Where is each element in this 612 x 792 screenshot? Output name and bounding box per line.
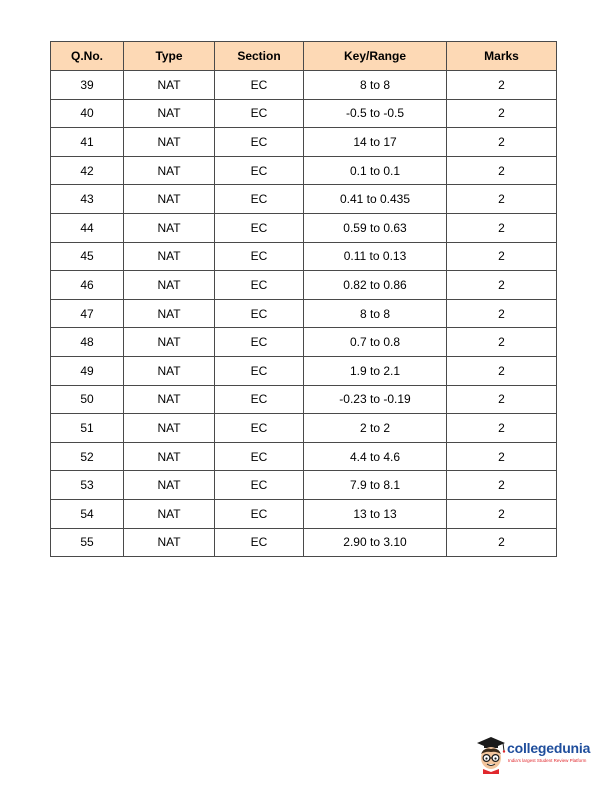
cell-section: EC	[215, 528, 304, 557]
cell-key-range: 14 to 17	[304, 128, 447, 157]
table-row	[51, 356, 557, 385]
cell-qno: 44	[51, 213, 124, 242]
table-row	[51, 71, 557, 100]
cell-qno: 45	[51, 242, 124, 271]
cell-qno: 52	[51, 442, 124, 471]
table-header	[51, 42, 557, 71]
cell-qno: 54	[51, 499, 124, 528]
cell-marks: 2	[447, 185, 557, 214]
cell-marks: 2	[447, 128, 557, 157]
table-row	[51, 385, 557, 414]
table-row	[51, 471, 557, 500]
cell-qno: 41	[51, 128, 124, 157]
cell-type: NAT	[124, 99, 215, 128]
cell-type: NAT	[124, 185, 215, 214]
cell-type: NAT	[124, 385, 215, 414]
cell-qno: 48	[51, 328, 124, 357]
cell-type: NAT	[124, 156, 215, 185]
logo-wordmark: collegedunia	[507, 740, 591, 756]
cell-type: NAT	[124, 442, 215, 471]
cell-marks: 2	[447, 242, 557, 271]
table-row	[51, 99, 557, 128]
cell-section: EC	[215, 356, 304, 385]
cell-marks: 2	[447, 99, 557, 128]
column-header-type: Type	[124, 42, 215, 71]
cell-marks: 2	[447, 213, 557, 242]
cell-type: NAT	[124, 471, 215, 500]
table-row	[51, 414, 557, 443]
header-row	[51, 42, 557, 71]
cell-qno: 47	[51, 299, 124, 328]
cell-type: NAT	[124, 213, 215, 242]
cell-marks: 2	[447, 356, 557, 385]
cell-marks: 2	[447, 71, 557, 100]
cell-key-range: 0.82 to 0.86	[304, 271, 447, 300]
cell-marks: 2	[447, 385, 557, 414]
cell-key-range: 0.59 to 0.63	[304, 213, 447, 242]
table-row	[51, 213, 557, 242]
cell-key-range: 1.9 to 2.1	[304, 356, 447, 385]
student-mascot-icon	[474, 734, 508, 774]
cell-key-range: 2 to 2	[304, 414, 447, 443]
table-row	[51, 442, 557, 471]
table-row	[51, 499, 557, 528]
cell-section: EC	[215, 99, 304, 128]
cell-section: EC	[215, 328, 304, 357]
cell-type: NAT	[124, 356, 215, 385]
column-header-section: Section	[215, 42, 304, 71]
cell-section: EC	[215, 242, 304, 271]
cell-section: EC	[215, 471, 304, 500]
cell-section: EC	[215, 71, 304, 100]
cell-key-range: 13 to 13	[304, 499, 447, 528]
cell-key-range: 8 to 8	[304, 299, 447, 328]
cell-type: NAT	[124, 71, 215, 100]
cell-section: EC	[215, 299, 304, 328]
cell-type: NAT	[124, 414, 215, 443]
cell-type: NAT	[124, 128, 215, 157]
cell-marks: 2	[447, 156, 557, 185]
cell-marks: 2	[447, 271, 557, 300]
table-row	[51, 242, 557, 271]
cell-key-range: 8 to 8	[304, 71, 447, 100]
cell-key-range: -0.5 to -0.5	[304, 99, 447, 128]
cell-qno: 51	[51, 414, 124, 443]
table-row	[51, 128, 557, 157]
cell-key-range: 0.7 to 0.8	[304, 328, 447, 357]
cell-qno: 53	[51, 471, 124, 500]
cell-key-range: 0.41 to 0.435	[304, 185, 447, 214]
cell-type: NAT	[124, 328, 215, 357]
cell-section: EC	[215, 213, 304, 242]
cell-section: EC	[215, 185, 304, 214]
cell-section: EC	[215, 128, 304, 157]
cell-type: NAT	[124, 499, 215, 528]
cell-section: EC	[215, 271, 304, 300]
cell-marks: 2	[447, 442, 557, 471]
cell-key-range: 0.1 to 0.1	[304, 156, 447, 185]
cell-qno: 43	[51, 185, 124, 214]
table-row	[51, 271, 557, 300]
answer-key-table	[50, 41, 557, 557]
cell-qno: 46	[51, 271, 124, 300]
table-row	[51, 299, 557, 328]
table-row	[51, 185, 557, 214]
cell-type: NAT	[124, 528, 215, 557]
cell-section: EC	[215, 156, 304, 185]
logo-tagline: India's largest Student Review Platform	[508, 758, 587, 763]
table-row	[51, 528, 557, 557]
cell-section: EC	[215, 385, 304, 414]
cell-qno: 49	[51, 356, 124, 385]
cell-key-range: 2.90 to 3.10	[304, 528, 447, 557]
cell-type: NAT	[124, 299, 215, 328]
cell-marks: 2	[447, 471, 557, 500]
table-body	[51, 71, 557, 557]
cell-key-range: -0.23 to -0.19	[304, 385, 447, 414]
cell-key-range: 7.9 to 8.1	[304, 471, 447, 500]
cell-qno: 55	[51, 528, 124, 557]
cell-qno: 42	[51, 156, 124, 185]
column-header-qno: Q.No.	[51, 42, 124, 71]
table-row	[51, 328, 557, 357]
cell-type: NAT	[124, 242, 215, 271]
cell-marks: 2	[447, 528, 557, 557]
cell-qno: 39	[51, 71, 124, 100]
cell-qno: 40	[51, 99, 124, 128]
cell-key-range: 0.11 to 0.13	[304, 242, 447, 271]
cell-type: NAT	[124, 271, 215, 300]
cell-key-range: 4.4 to 4.6	[304, 442, 447, 471]
cell-marks: 2	[447, 328, 557, 357]
table-row	[51, 156, 557, 185]
cell-section: EC	[215, 442, 304, 471]
cell-qno: 50	[51, 385, 124, 414]
column-header-key-range: Key/Range	[304, 42, 447, 71]
cell-section: EC	[215, 499, 304, 528]
cell-marks: 2	[447, 499, 557, 528]
cell-marks: 2	[447, 414, 557, 443]
column-header-marks: Marks	[447, 42, 557, 71]
collegedunia-logo	[474, 734, 598, 774]
cell-marks: 2	[447, 299, 557, 328]
cell-section: EC	[215, 414, 304, 443]
